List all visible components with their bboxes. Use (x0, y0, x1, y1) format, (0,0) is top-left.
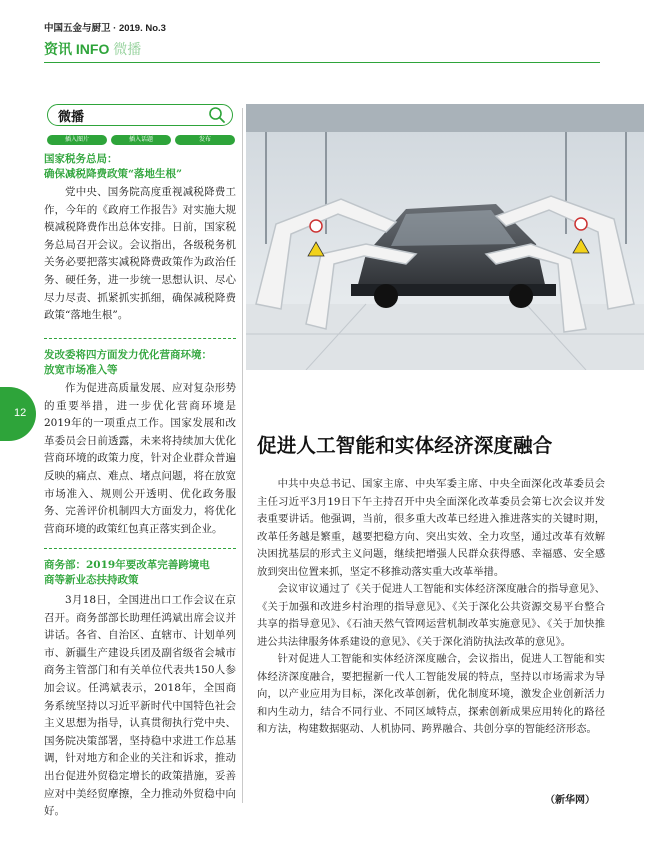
left-article-1-body: 党中央、国务院高度重视减税降费工作，今年的《政府工作报告》对实施大规模减税降费作出总体安排。日前，国家税务总局召开会议。会议指出，各级税务机关务必要把落实减税降费政策作为政治任务、硬任务，进一步统一思想认识、尽心尽力尽责、抓紧抓实抓细，确保减税降费政策“落地生根”。 (44, 186, 236, 322)
insert-topic-button[interactable]: 插入话题 (111, 135, 171, 145)
search-icon[interactable] (208, 106, 226, 124)
section-main: 资讯 INFO (44, 41, 110, 57)
column-separator (242, 108, 243, 803)
divider (44, 338, 236, 339)
section-sub: 微播 (113, 41, 142, 57)
paragraph: 中共中央总书记、国家主席、中央军委主席、中央全面深化改革委员会主任习近平3月19日下午主持召开中央全面深化改革委员会第七次会议并发表重要讲话。他强调，当前，很多重大改革已经进入推进落实的关键时期，改革任务越是繁重，越要把稳方向、突出实效、全力攻坚，通过改革有效解决困扰基层的形式主义问题，继续把增强人民群众获得感、幸福感、安全感放到突出位置来抓，坚定不移推动落实重大改革举措。 (257, 478, 605, 578)
left-article-2-title: 发改委将四方面发力优化营商环境： 放宽市场准入等 (44, 349, 212, 376)
weibo-title: 微播 (58, 109, 85, 124)
article-credit: （新华网） (545, 795, 595, 806)
main-article-body (257, 476, 605, 739)
left-article-3-body: 3月18日，全国进出口工作会议在京召开。商务部部长助理任鸿斌出席会议并讲话。各省、自治区、直辖市、计划单列市、新疆生产建设兵团及副省级省会城市商务主管部门和有关单位代表共150人参加会议。任鸿斌表示，2018年，全国商务系统坚持以习近平新时代中国特色社会主义思想为指导，认真贯彻执行党中央、国务院决策部署，坚持稳中求进工作总基调，针对地方和企业的关注和诉求，推动出台促进外贸稳定增长的政策措施，妥善应对中美经贸摩擦，全力推动外贸稳中向好。 (44, 594, 236, 818)
robot-assembly-photo (246, 104, 644, 370)
insert-image-button[interactable]: 插入图片 (47, 135, 107, 145)
left-article-3-title: 商务部：2019年要改革完善跨境电 商等新业态扶持政策 (44, 559, 210, 586)
publication-header: 中国五金与厨卫 · 2019. No.3 (44, 23, 166, 34)
page-number: 12 (14, 407, 27, 419)
section-title (44, 39, 141, 59)
divider (44, 548, 236, 549)
left-article-1-title: 国家税务总局： 确保减税降费政策“落地生根” (44, 153, 183, 180)
main-article-title: 促进人工智能和实体经济深度融合 (257, 434, 553, 457)
left-article-2-body: 作为促进高质量发展、应对复杂形势的重要举措，进一步优化营商环境是2019年的一项重点工作。国家发展和改革委员会日前透露，未来将持续加大优化营商环境的政策力度，针对企业群众普遍反映的痛点、难点、堵点问题，将在放宽市场准入、规则公开透明、优化政务服务、完善评价机制四大方面发力，将优化营商环境的政策红包真正落实到企业。 (44, 382, 236, 535)
header-rule (44, 62, 600, 63)
publish-button[interactable]: 发布 (175, 135, 235, 145)
paragraph: 会议审议通过了《关于促进人工智能和实体经济深度融合的指导意见》、《关于加强和改进乡村治理的指导意见》、《关于深化公共资源交易平台整合共享的指导意见》、《石油天然气管网运营机制改革实施意见》、《关于加快推进公共法律服务体系建设的意见》、《关于深化消防执法改革的意见》。 (257, 583, 605, 648)
paragraph: 针对促进人工智能和实体经济深度融合，会议指出，促进人工智能和实体经济深度融合，要把握新一代人工智能发展的特点，坚持以市场需求为导向，以产业应用为目标，深化改革创新，优化制度环境，激发企业创新活力和内生动力，结合不同行业、不同区域特点，探索创新成果应用转化的路径和方法，构建数据驱动、人机协同、跨界融合、共创分享的智能经济形态。 (257, 653, 605, 735)
